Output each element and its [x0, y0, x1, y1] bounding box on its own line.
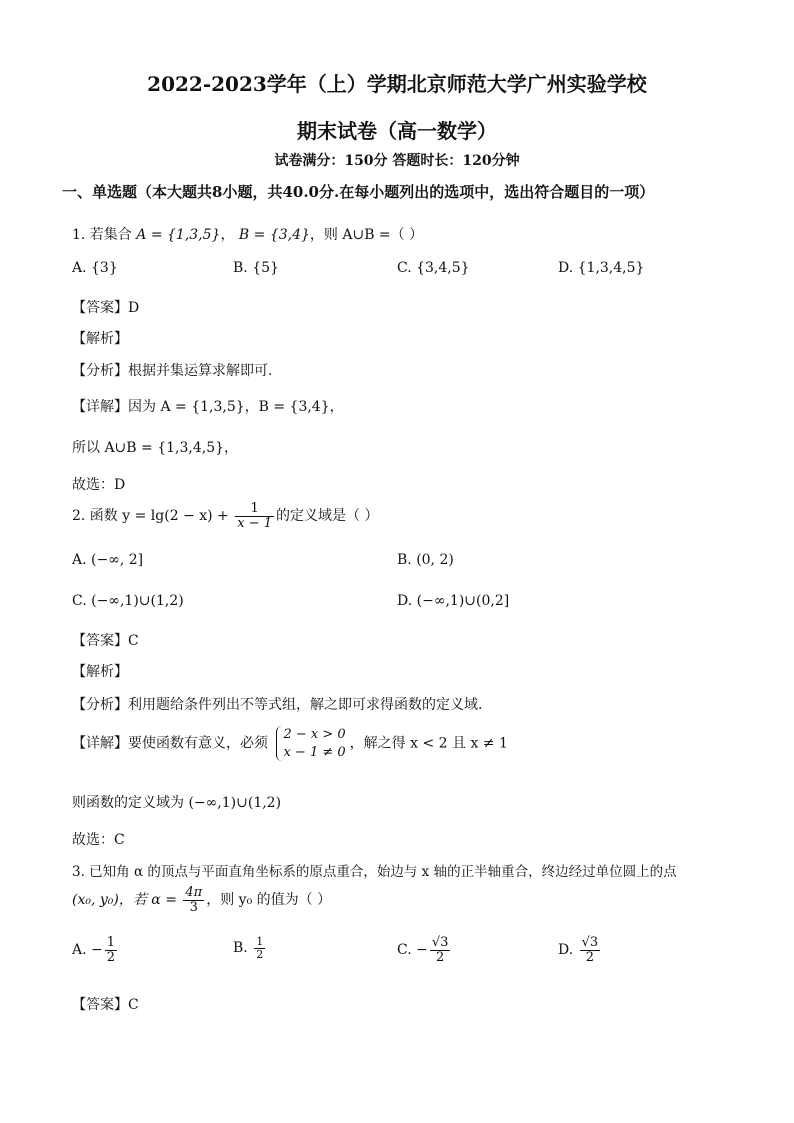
q1-set-b: B = {3,4}: [238, 227, 310, 243]
q1-guxuan: 故选：D: [72, 477, 126, 493]
q2-inequality-system: [276, 726, 345, 761]
q3-option-b-den: 2: [256, 947, 264, 961]
q2-frac-num: 1: [235, 502, 274, 517]
exam-info: 试卷满分：150分 答题时长：120分钟: [274, 153, 520, 169]
q2-ineq-1: 2 − x > 0: [283, 727, 346, 742]
q1-fenxi: [72, 360, 272, 380]
q2-xiangjie: [72, 726, 508, 761]
q3-option-d-num: √3: [581, 935, 599, 950]
q3-option-c-num: √3: [431, 935, 449, 950]
exam-title: 2022-2023学年（上）学期北京师范大学广州实验学校: [147, 72, 647, 96]
section-heading: 一、单选题（本大题共8小题，共40.0分.在每小题列出的选项中，选出符合题目的一项）: [62, 183, 655, 201]
answer-label: 【答案】: [72, 997, 128, 1013]
q3-line2: [72, 886, 331, 914]
q1-option-a: A. {3}: [72, 260, 118, 276]
q1-xiangjie: [72, 396, 344, 416]
question-1: [72, 224, 423, 244]
q3-option-d: [558, 936, 602, 964]
q2-ineq-2: x − 1 ≠ 0: [283, 744, 346, 760]
q1-jiexi-label: 【解析】: [72, 331, 128, 347]
xiangjie-label: 【详解】: [72, 735, 128, 752]
q3-option-d-letter: D.: [558, 942, 574, 959]
q1-set-a: A = {1,3,5}: [136, 227, 221, 243]
q3-option-a-sign: −: [91, 942, 103, 959]
q3-option-b-letter: B.: [233, 940, 248, 957]
q3-option-a-num: 1: [106, 935, 116, 950]
q1-line2: 所以 A∪B = {1,3,4,5}，: [72, 440, 239, 456]
q1-tail: ，则 A∪B =（ ）: [309, 227, 424, 243]
q2-option-a: A. (−∞, 2]: [72, 552, 144, 568]
q2-jiexi-label: 【解析】: [72, 664, 128, 680]
q3-option-b-num: 1: [256, 935, 264, 948]
q2-frac-den: x − 1: [237, 515, 272, 531]
q3-frac-num: 4π: [185, 885, 203, 900]
q3-option-a: [72, 936, 119, 964]
q3-line1: 3. 已知角 α 的顶点与平面直角坐标系的原点重合，始边与 x 轴的正半轴重合，终边经过单位圆上的点: [72, 864, 677, 880]
q3-option-b: [233, 936, 267, 960]
q2-fenxi-text: 利用题给条件列出不等式组，解之即可求得函数的定义域.: [128, 697, 483, 713]
q3-option-b-fraction: [254, 936, 265, 960]
q1-answer: [72, 297, 139, 317]
q3-option-c-letter: C.: [397, 942, 412, 959]
q2-fenxi: [72, 694, 482, 714]
q2-post: 的定义域是（ ）: [276, 508, 379, 525]
q3-option-c-fraction: [430, 936, 451, 964]
q3-option-c-den: 2: [436, 949, 445, 965]
q2-option-c: C. (−∞,1)∪(1,2): [72, 593, 184, 609]
question-2: [72, 502, 378, 530]
q2-xiangjie-pre: 要使函数有意义，必须: [128, 735, 268, 752]
q3-option-c: [397, 936, 452, 964]
q1-option-d: D. {1,3,4,5}: [558, 260, 645, 276]
q2-line2: 则函数的定义域为 (−∞,1)∪(1,2): [72, 795, 282, 811]
fenxi-label: 【分析】: [72, 697, 128, 713]
q3-line2-pre: (x₀, y₀)，若 α =: [72, 892, 177, 909]
answer-label: 【答案】: [72, 633, 128, 649]
q1-option-b: B. {5}: [233, 260, 279, 276]
answer-label: 【答案】: [72, 300, 128, 316]
q1-fenxi-text: 根据并集运算求解即可.: [128, 363, 273, 379]
q1-comma: ，: [220, 227, 235, 243]
q3-answer-value: C: [128, 997, 139, 1013]
q2-xiangjie-post: ，解之得 x < 2 且 x ≠ 1: [349, 735, 508, 752]
q3-option-c-sign: −: [416, 942, 428, 959]
q3-option-a-fraction: [105, 936, 117, 964]
xiangjie-label: 【详解】: [72, 399, 128, 415]
q2-fraction: [235, 502, 274, 530]
q3-answer: [72, 994, 139, 1014]
q3-line2-post: ，则 y₀ 的值为（ ）: [206, 892, 332, 909]
fenxi-label: 【分析】: [72, 363, 128, 379]
q3-option-a-letter: A.: [72, 942, 87, 959]
q2-answer-value: C: [128, 633, 139, 649]
q2-option-d: D. (−∞,1)∪(0,2]: [397, 593, 510, 609]
q1-number: 1. 若集合: [72, 227, 132, 243]
q1-answer-value: D: [128, 300, 140, 316]
q3-option-d-den: 2: [585, 949, 595, 965]
q1-xiangjie-text: 因为 A = {1,3,5}，B = {3,4}，: [128, 399, 344, 415]
q2-option-b: B. (0, 2): [397, 552, 454, 568]
q3-alpha-fraction: [183, 886, 204, 914]
q3-frac-den: 3: [189, 899, 198, 915]
q2-guxuan: 故选：C: [72, 832, 125, 848]
q1-option-c: C. {3,4,5}: [397, 260, 470, 276]
q3-option-d-fraction: [580, 936, 601, 964]
q3-option-a-den: 2: [106, 949, 116, 965]
q2-pre: 2. 函数 y = lg(2 − x) +: [72, 508, 229, 525]
q2-answer: [72, 630, 139, 650]
exam-subtitle: 期末试卷（高一数学）: [297, 119, 497, 143]
